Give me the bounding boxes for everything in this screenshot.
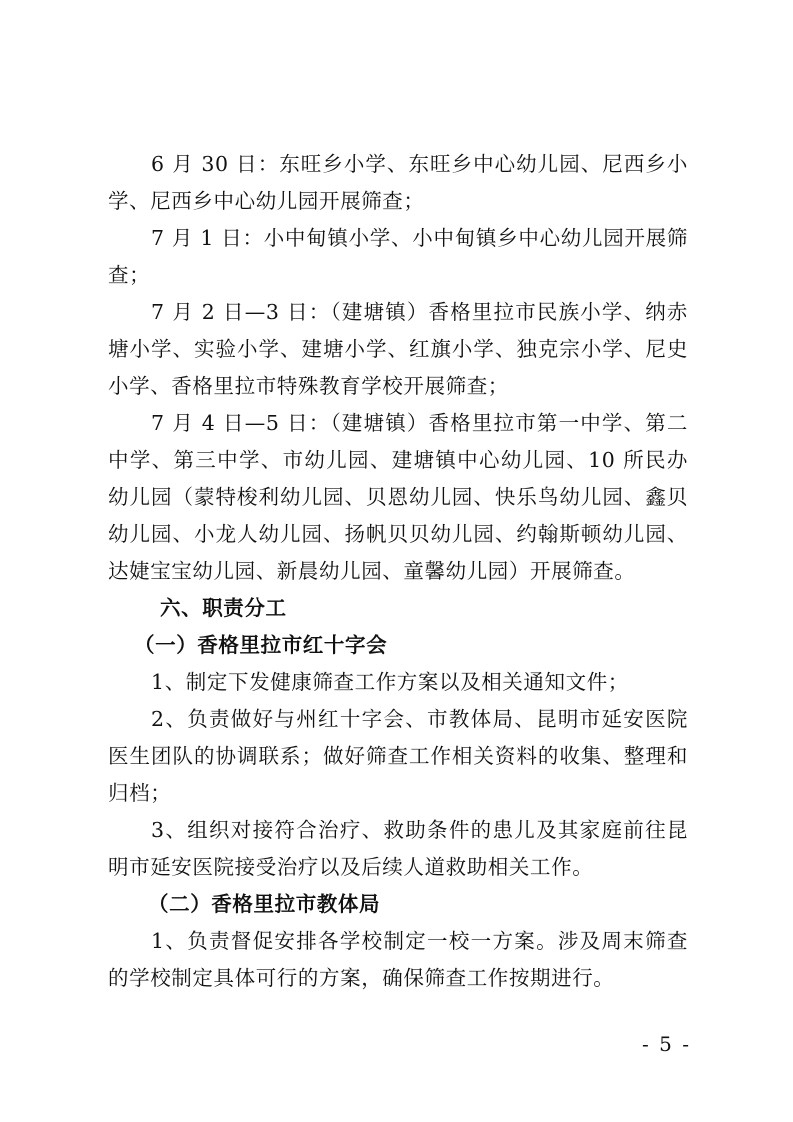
schedule-paragraph-july-4-5: 7 月 4 日—5 日：（建塘镇）香格里拉市第一中学、第二中学、第三中学、市幼儿园、建塘镇中心幼儿园、10 所民办幼儿园（蒙特梭利幼儿园、贝恩幼儿园、快乐鸟幼儿园、鑫贝幼儿园、小龙人幼儿园、扬帆贝贝幼儿园、约翰斯顿幼儿园、达婕宝宝幼儿园、新晨幼儿园、童馨幼儿园）开展筛查。: [108, 411, 688, 583]
red-cross-duty-2: 2、负责做好与州红十字会、市教体局、昆明市延安医院医生团队的协调联系；做好筛查工作相关资料的收集、整理和归档；: [108, 707, 688, 805]
schedule-paragraph-july-2-3: 7 月 2 日—3 日：（建塘镇）香格里拉市民族小学、纳赤塘小学、实验小学、建塘小学、红旗小学、独克宗小学、尼史小学、香格里拉市特殊教育学校开展筛查；: [108, 300, 688, 398]
section-heading-duties: 六、职责分工: [160, 596, 287, 620]
red-cross-duty-3: 3、组织对接符合治疗、救助条件的患儿及其家庭前往昆明市延安医院接受治疗以及后续人道救助相关工作。: [108, 818, 688, 879]
subsection-heading-education-bureau: （二）香格里拉市教体局: [148, 892, 381, 916]
subsection-heading-red-cross: （一）香格里拉市红十字会: [134, 633, 388, 657]
schedule-paragraph-july-1: 7 月 1 日：小中甸镇小学、小中甸镇乡中心幼儿园开展筛查；: [108, 226, 688, 287]
page-number: - 5 -: [642, 1032, 691, 1056]
education-bureau-duty-1: 1、负责督促安排各学校制定一校一方案。涉及周末筛查的学校制定具体可行的方案，确保筛查工作按期进行。: [108, 929, 688, 990]
schedule-paragraph-june-30: 6 月 30 日：东旺乡小学、东旺乡中心幼儿园、尼西乡小学、尼西乡中心幼儿园开展筛查；: [108, 152, 688, 213]
red-cross-duty-1: 1、制定下发健康筛查工作方案以及相关通知文件；: [151, 670, 629, 694]
document-body: [108, 146, 688, 997]
